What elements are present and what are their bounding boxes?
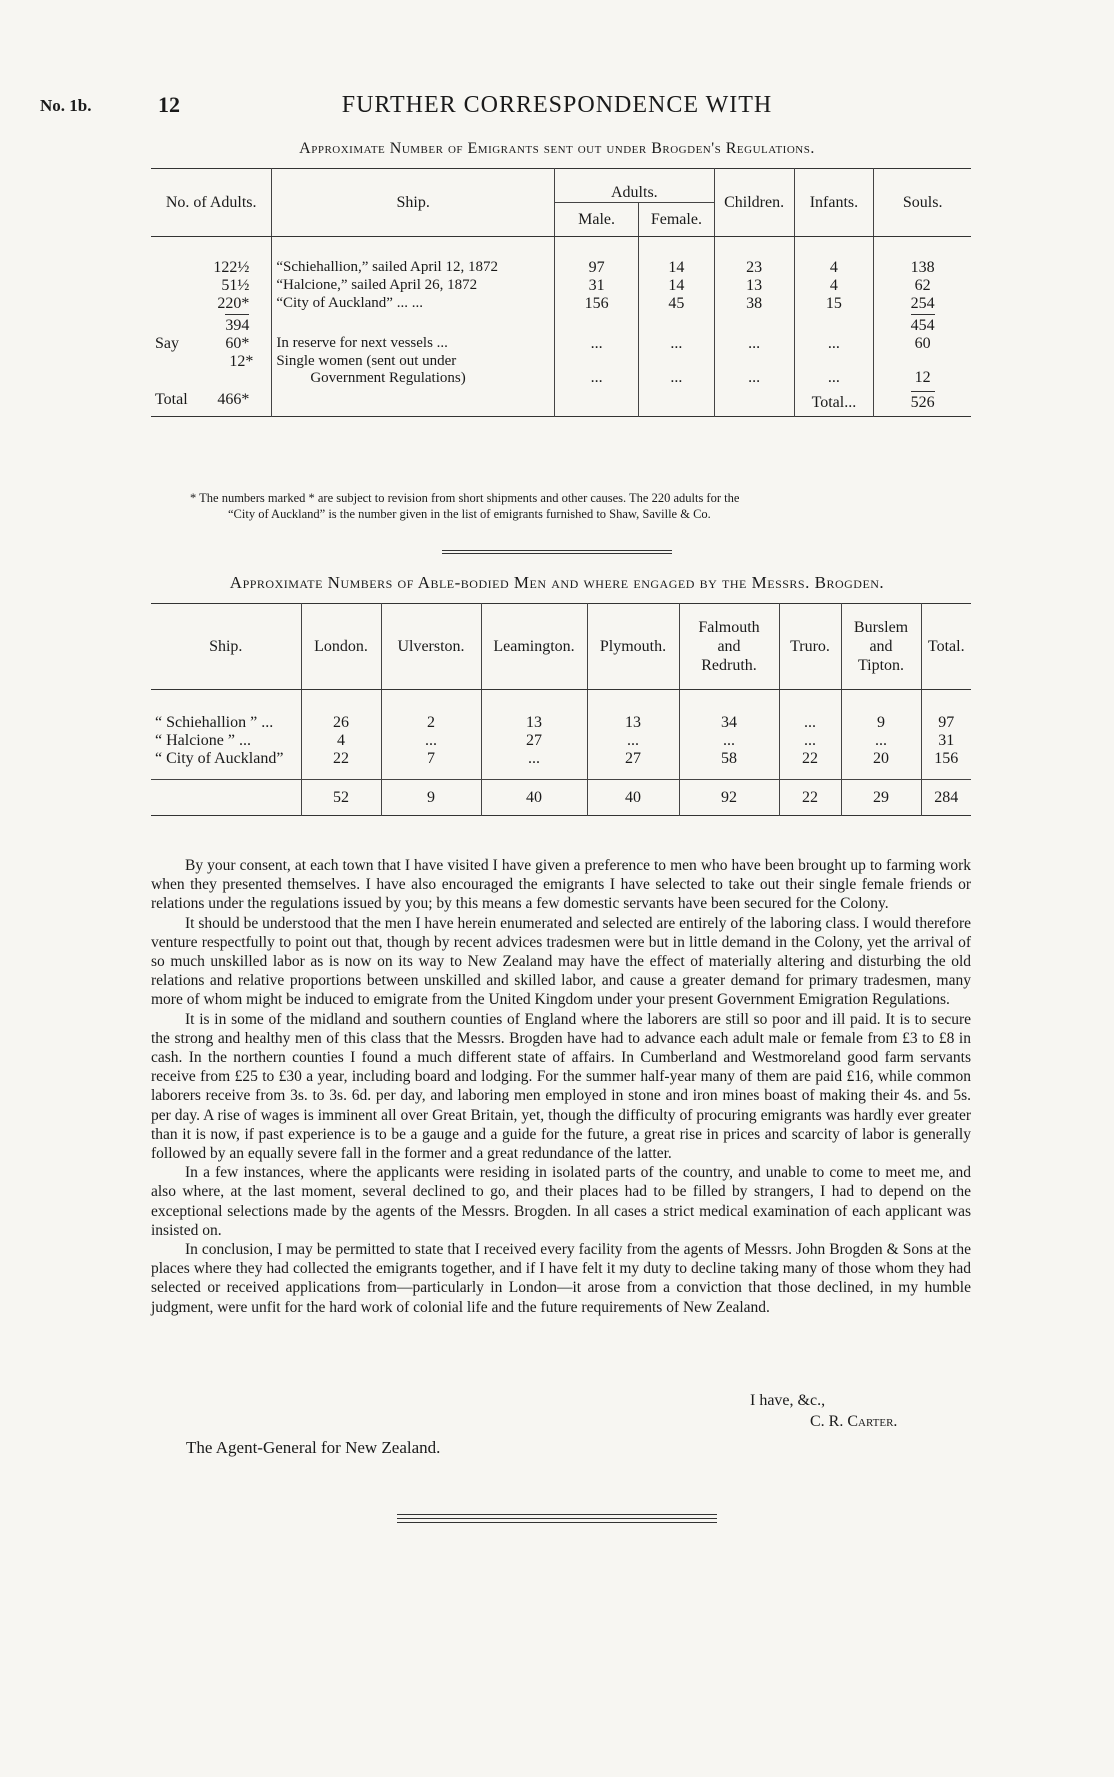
col-header-adults: Adults. xyxy=(555,169,715,203)
col-header-falmouth: Falmouth and Redruth. xyxy=(679,604,779,690)
col-header-male: Male. xyxy=(555,203,639,237)
end-rule xyxy=(397,1514,717,1515)
able-bodied-men-table xyxy=(151,603,971,816)
table2-caption: Approximate Numbers of Able-bodied Men and where engaged by the Messrs. Brogden. xyxy=(229,573,885,592)
table-row: “ Halcione ” ... 4 ... 27 ... ... ... ... 31 xyxy=(151,732,971,750)
col-header-ship: Ship. xyxy=(151,604,301,690)
paragraph: By your consent, at each town that I have visited I have given a preference to men who have been brought up to farming work when they presented themselves. I have also encouraged the emigrants I have selected to take out their single female friends or relations under the regulations issued by you; by this means a few domestic servants have been secured for the Colony. xyxy=(151,857,971,913)
closing: I have, &c., xyxy=(750,1392,826,1409)
signature: C. R. Carter. xyxy=(810,1413,898,1430)
page-title: FURTHER CORRESPONDENCE WITH xyxy=(341,92,773,118)
reserve-row: Say 60* In reserve for next vessels ... ... ... ... ... 60 xyxy=(151,335,971,353)
end-rule xyxy=(397,1518,717,1519)
col-header-infants: Infants. xyxy=(794,169,874,237)
letter-body xyxy=(151,856,971,1317)
table1-caption: Approximate Number of Emigrants sent out under Brogden's Regulations. xyxy=(299,140,815,157)
page-header xyxy=(0,92,1114,122)
col-header-ship: Ship. xyxy=(272,169,555,237)
table-row: 51½ “Halcione,” sailed April 26, 1872 31 14 13 4 62 xyxy=(151,277,971,295)
paragraph: In a few instances, where the applicants were residing in isolated parts of the country, and unable to come to meet me, and also where, at the last moment, several declined to go, and their places had to be filled by strangers, I had to depend on the exceptional selections made by the agents of the Messrs. Brogden. In all cases a strict medical examination of each applicant was insisted on. xyxy=(151,1164,971,1239)
col-header-leamington: Leamington. xyxy=(481,604,587,690)
document-number: No. 1b. xyxy=(40,96,92,115)
subtotal-row: 394 454 xyxy=(151,313,971,335)
total-row: Total 466* Total... 526 xyxy=(151,387,971,417)
addressee: The Agent-General for New Zealand. xyxy=(186,1438,441,1457)
single-women-row: 12* Single women (sent out under Government Regulations) ... ... ... ... 12 xyxy=(151,353,971,387)
col-header-no-adults: No. of Adults. xyxy=(151,169,272,237)
divider xyxy=(442,550,672,551)
col-header-plymouth: Plymouth. xyxy=(587,604,679,690)
end-rule xyxy=(397,1522,717,1523)
table1-footnote: * The numbers marked * are subject to revision from short shipments and other causes. The 220 adults for the “City of Auckland” is the number given in the list of emigrants furnished to Shaw, Saville & Co. xyxy=(190,491,740,521)
emigrants-table xyxy=(151,168,971,417)
col-header-female: Female. xyxy=(639,203,715,237)
col-header-truro: Truro. xyxy=(779,604,841,690)
col-header-children: Children. xyxy=(714,169,794,237)
table-row: 122½ “Schiehallion,” sailed April 12, 1872 97 14 23 4 138 xyxy=(151,259,971,277)
table-row: “ Schiehallion ” ... 26 2 13 13 34 ... 9 97 xyxy=(151,714,971,732)
col-header-london: London. xyxy=(301,604,381,690)
col-header-burslem: Burslem and Tipton. xyxy=(841,604,921,690)
paragraph: It is in some of the midland and southern counties of England where the laborers are still so poor and ill paid. It is to secure the strong and healthy men of this class that the Messrs. Brogden have had to advance each adult male or female from £3 to £8 in cash. In the northern counties I found a much different state of affairs. In Cumberland and Westmoreland good farm servants receive from £25 to £30 a year, including board and lodging. For the summer half-year many of them are paid £16, while common laborers receive from 3s. to 3s. 6d. per day, and laboring men employed in stone and iron mines boast of making their 4s. and 5s. per day. A rise of wages is imminent all over Great Britain, yet, though the difficulty of procuring emigrants was hardly ever greater than it is now, if past experience is to be a gauge and a guide for the future, a great rise in prices and scarcity of labor is generally followed by an equally severe fall in the former and a great redundance of the latter. xyxy=(151,1010,971,1163)
col-header-ulverston: Ulverston. xyxy=(381,604,481,690)
table-row: 220* “City of Auckland” ... ... 156 45 38 15 254 xyxy=(151,295,971,313)
paragraph: In conclusion, I may be permitted to state that I received every facility from the agents of Messrs. John Brogden & Sons at the places where they had collected the emigrants together, and if I have felt it my duty to decline taking many of those whom they had selected or received applications from—particularly in London—it arose from a conviction that those declined, in my humble judgment, were unfit for the hard work of colonial life and the future requirements of New Zealand. xyxy=(151,1241,971,1316)
divider xyxy=(442,553,672,554)
col-header-total: Total. xyxy=(921,604,971,690)
totals-row: 52 9 40 40 92 22 29 284 xyxy=(151,780,971,816)
paragraph: It should be understood that the men I have herein enumerated and selected are entirely of the laboring class. I would therefore venture respectfully to point out that, though by recent advices tradesmen were but in little demand in the Colony, yet the arrival of so much unskilled labor as is now on its way to New Zealand may have the effect of materially altering and disturbing the old relations and relative proportions between unskilled and skilled labor, and cause a greater demand for primary tradesmen, many more of whom might be induced to emigrate from the United Kingdom under your present Government Emigration Regulations. xyxy=(151,914,971,1009)
col-header-souls: Souls. xyxy=(874,169,971,237)
page-number: 12 xyxy=(158,92,180,117)
table-row: “ City of Auckland” 22 7 ... 27 58 22 20 156 xyxy=(151,750,971,768)
